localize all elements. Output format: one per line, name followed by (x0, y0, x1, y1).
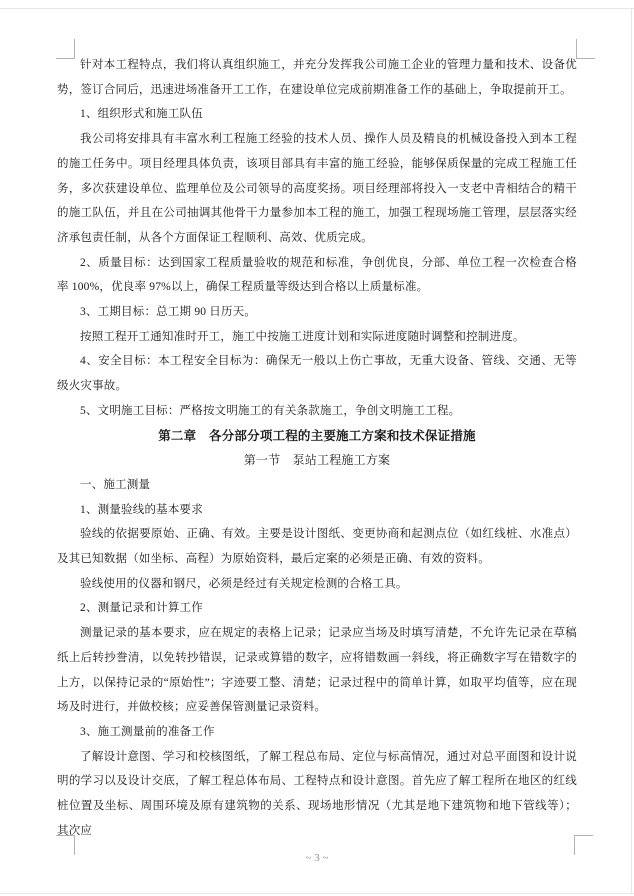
page-edge-right (631, 8, 632, 894)
paragraph: 一、施工测量 (80, 478, 151, 491)
paragraph: 了解设计意图、学习和校核图纸，了解工程总布局、定位与标高情况，通过对总平面图和设计说明的学习以及设计交底，了解工程总体布局、工程特点和设计意图。首先应了解工程所在地区的红线桩位置及坐标、周围环境及原有建筑物的关系、现场地形情况（尤其是地下建筑物和地下管线等）；其次应 (57, 750, 577, 837)
paragraph: 我公司将安排具有丰富水利工程施工经验的技术人员、操作人员及精良的机械设备投入到本工程的施工任务中。项目经理具体负责，该项目部具有丰富的施工经验，能够保质保量的完成工程施工任务，多次获建设单位、监理单位及公司领导的高度奖扬。项目经理部将投入一支老中青相结合的精干的施工队伍，并且在公司抽调其他骨干力量参加本工程的施工，加强工程现场施工管理，层层落实经济承包责任制，从各个方面保证工程顺利、高效、优质完成。 (57, 133, 577, 244)
paragraph: 按照工程开工通知准时开工，施工中按施工进度计划和实际进度随时调整和控制进度。 (80, 330, 525, 343)
paragraph: 验线的依据要原始、正确、有效。主要是设计图纸、变更协商和起测点位（如红线桩、水准点）及其已知数据（如坐标、高程）为原始资料，最后定案的必须是正确、有效的资料。 (57, 528, 577, 566)
paragraph: 验线使用的仪器和钢尺，必须是经过有关规定检测的合格工具。 (80, 577, 408, 590)
paragraph: 3、工期目标：总工期 90 日历天。 (80, 306, 257, 319)
crop-mark-top-right (576, 39, 595, 59)
section-heading: 第一节 泵站工程施工方案 (243, 453, 391, 468)
paragraph: 针对本工程特点，我们将认真组织施工，并充分发挥我公司施工企业的管理力量和技术、设备优势，签订合同后，迅速进场准备开工工作，在建设单位完成前期准备工作的基础上，争取提前开工。 (57, 59, 577, 96)
paragraph: 5、文明施工目标：严格按文明施工的有关条款施工，争创文明施工工程。 (80, 404, 461, 417)
paragraph: 4、安全目标：本工程安全目标为：确保无一般以上伤亡事故，无重大设备、管线、交通、无等级火灾事故。 (57, 355, 577, 393)
paragraph: 1、组织形式和施工队伍 (80, 108, 203, 121)
chapter-heading: 第二章 各分部分项工程的主要施工方案和技术保证措施 (158, 428, 476, 443)
page-number: ~ 3 ~ (305, 852, 329, 864)
page-edge-top (0, 8, 634, 9)
paragraph: 1、测量验线的基本要求 (80, 503, 203, 516)
paragraph: 3、施工测量前的准备工作 (80, 725, 215, 738)
paragraph: 2、测量记录和计算工作 (80, 602, 203, 615)
paragraph: 测量记录的基本要求，应在规定的表格上记录；记录应当场及时填写清楚，不允许先记录在草稿纸上后转抄誊清，以免转抄错误，记录或算错的数字，应将错数画一斜线，将正确数字写在错数字的上方，以保持记录的“原始性”；字迹要工整、清楚；记录过程中的简单计算，如取平均值等，应在现场及时进行，并做校核；应妥善保管测量记录资料。 (57, 627, 577, 714)
page-edge-bottom (0, 893, 634, 894)
document-body (57, 53, 577, 844)
paragraph: 2、质量目标：达到国家工程质量验收的规范和标准，争创优良，分部、单位工程一次检查合格率 100%，优良率 97%以上，确保工程质量等级达到合格以上质量标准。 (57, 256, 577, 294)
